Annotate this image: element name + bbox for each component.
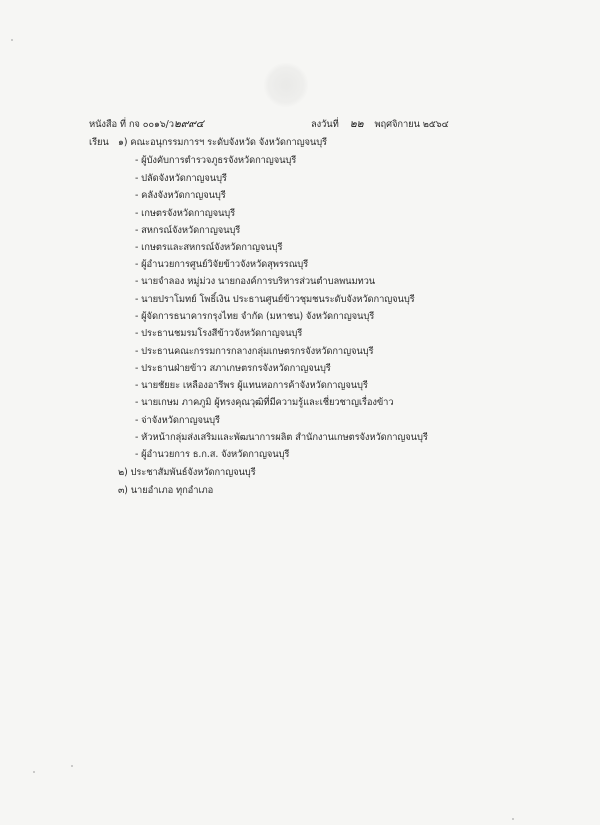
recipient-item: - นายปราโมทย์ โพธิ์เงิน ประธานศูนย์ข้าวชุมชนระดับจังหวัดกาญจนบุรี (135, 294, 415, 305)
letter-reference (89, 118, 204, 131)
reference-number-handwritten: ๒๙๙๔ (173, 118, 204, 130)
recipient-item: - นายเกษม ภาคภูมิ ผู้ทรงคุณวุฒิที่มีความรู้และเชี่ยวชาญเรื่องข้าว (135, 397, 394, 408)
recipient-item: - เกษตรและสหกรณ์จังหวัดกาญจนบุรี (135, 242, 283, 253)
recipient-item: - ประธานชมรมโรงสีข้าวจังหวัดกาญจนบุรี (135, 328, 303, 339)
recipient-item: - ปลัดจังหวัดกาญจนบุรี (135, 173, 227, 184)
date-label: ลงวันที่ (311, 119, 339, 130)
scan-speck (33, 771, 35, 773)
recipient-item: - ผู้บังคับการตำรวจภูธรจังหวัดกาญจนบุรี (135, 155, 297, 166)
recipient-item: - ประธานฝ่ายข้าว สภาเกษตรกรจังหวัดกาญจนบุรี (135, 363, 331, 374)
recipient-group-3: ๓) นายอำเภอ ทุกอำเภอ (118, 485, 214, 496)
recipient-item: - ผู้อำนวยการ ธ.ก.ส. จังหวัดกาญจนบุรี (135, 449, 290, 460)
garuda-emblem-watermark (263, 62, 309, 108)
scan-speck (11, 39, 13, 41)
recipient-item: - หัวหน้ากลุ่มส่งเสริมและพัฒนาการผลิต สำนักงานเกษตรจังหวัดกาญจนบุรี (135, 432, 428, 443)
to-label: เรียน (89, 137, 109, 148)
recipient-group-1: ๑) คณะอนุกรรมการฯ ระดับจังหวัด จังหวัดกาญจนบุรี (118, 137, 327, 148)
recipient-item: - นายชัยยะ เหลืองอารีพร ผู้แทนหอการค้าจังหวัดกาญจนบุรี (135, 380, 368, 391)
recipient-item: - ผู้อำนวยการศูนย์วิจัยข้าวจังหวัดสุพรรณบุรี (135, 259, 309, 270)
recipient-item: - นายจำลอง หมู่ม่วง นายกองค์การบริหารส่วนตำบลพนมทวน (135, 276, 376, 287)
recipient-item: - คลังจังหวัดกาญจนบุรี (135, 190, 226, 201)
scan-speck (512, 818, 514, 820)
recipient-item: - จ่าจังหวัดกาญจนบุรี (135, 415, 220, 426)
reference-label: หนังสือ ที่ กจ ๐๐๑๖/ว (89, 119, 174, 130)
recipient-item: - ประธานคณะกรรมการกลางกลุ่มเกษตรกรจังหวัดกาญจนบุรี (135, 346, 374, 357)
letter-date (311, 118, 449, 131)
recipient-group-2: ๒) ประชาสัมพันธ์จังหวัดกาญจนบุรี (118, 467, 256, 478)
recipient-item: - ผู้จัดการธนาคารกรุงไทย จำกัด (มหาชน) จังหวัดกาญจนบุรี (135, 311, 375, 322)
recipient-item: - เกษตรจังหวัดกาญจนบุรี (135, 208, 236, 219)
date-month-year: พฤศจิกายน ๒๕๖๔ (374, 119, 449, 130)
scan-speck (71, 765, 73, 767)
recipient-item: - สหกรณ์จังหวัดกาญจนบุรี (135, 225, 241, 236)
date-day-handwritten: ๒๒ (349, 118, 364, 130)
